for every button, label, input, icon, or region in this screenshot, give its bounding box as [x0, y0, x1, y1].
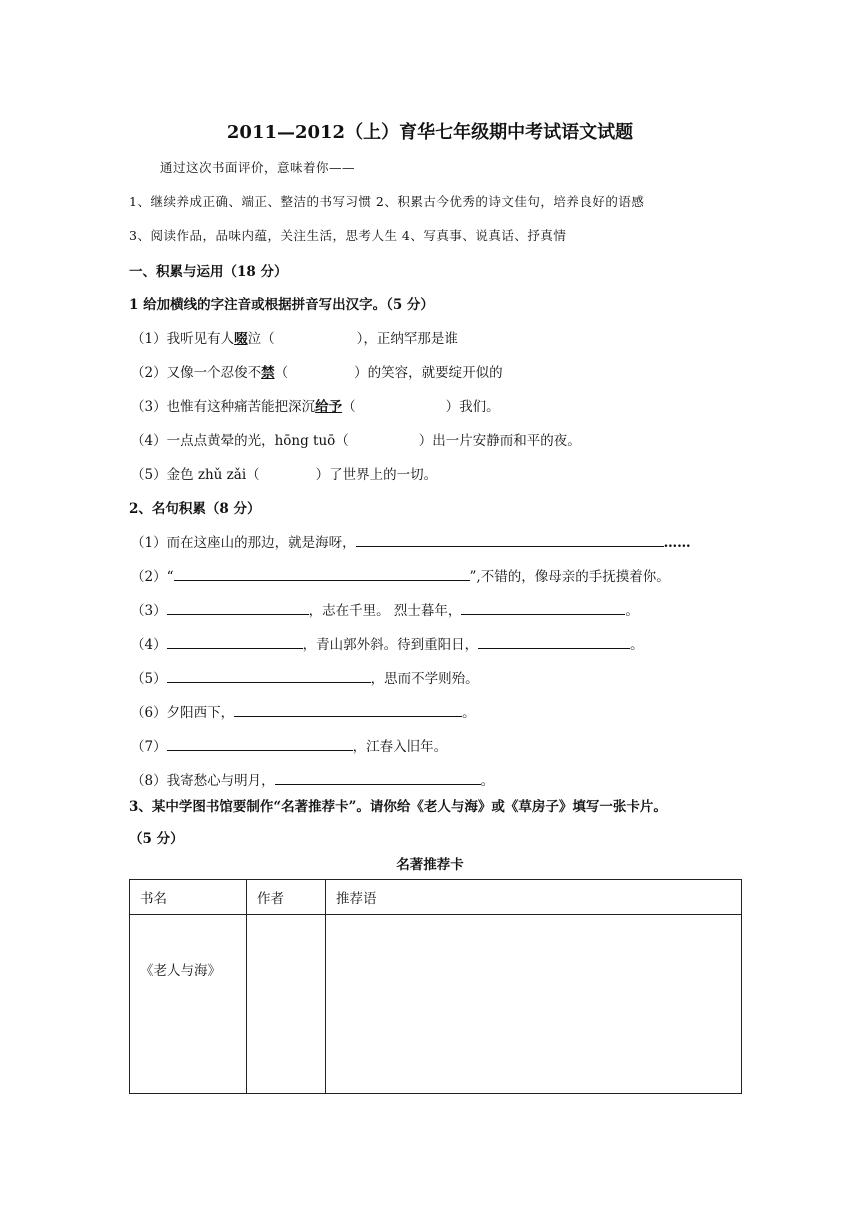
underlined-char: 啜: [234, 331, 248, 347]
answer-blank[interactable]: [234, 702, 462, 717]
table-header-row: [130, 880, 742, 915]
q1-item-3: （3）也惟有这种痛苦能把深沉给予（ ）我们。: [131, 399, 500, 415]
cell-recommendation[interactable]: [326, 915, 742, 1094]
card-title: 名著推荐卡: [396, 857, 464, 873]
q2-item-6: （6）夕阳西下， 。: [131, 701, 476, 721]
answer-blank[interactable]: [167, 634, 303, 649]
q2-item-4: （4） ，青山郭外斜。待到重阳日， 。: [131, 633, 644, 653]
answer-blank[interactable]: [167, 736, 353, 751]
q3-heading: 3、某中学图书馆要制作“名著推荐卡”。请你给《老人与海》或《草房子》填写一张卡片。: [129, 799, 667, 815]
column-header-author: 作者: [247, 880, 326, 915]
recommendation-card-table: [129, 879, 742, 1094]
intro-goals-2: 3、阅读作品，品味内蕴，关注生活，思考人生 4、写真事、说真话、抒真情: [129, 228, 567, 243]
cell-book: 《老人与海》: [130, 915, 247, 1094]
q2-heading: 2、名句积累（8 分）: [129, 501, 261, 517]
answer-blank[interactable]: [167, 600, 309, 615]
column-header-recommendation: 推荐语: [326, 880, 742, 915]
answer-blank[interactable]: [167, 668, 371, 683]
page-title: 2011—2012（上）育华七年级期中考试语文试题: [226, 122, 634, 143]
underlined-char: 禁: [261, 365, 275, 381]
answer-blank[interactable]: [275, 770, 481, 785]
intro-lead: 通过这次书面评价，意味着你——: [160, 160, 356, 175]
table-row: [130, 915, 742, 1094]
answer-blank[interactable]: [461, 600, 625, 615]
q3-heading-points: （5 分）: [129, 831, 184, 847]
q2-item-1: （1）而在这座山的那边，就是海呀， ……: [131, 531, 691, 551]
answer-blank[interactable]: [174, 566, 470, 581]
q2-item-2: （2）“ ”,不错的，像母亲的手抚摸着你。: [131, 565, 670, 585]
column-header-book: 书名: [130, 880, 247, 915]
q1-item-5: （5）金色 zhǔ zǎi（ ）了世界上的一切。: [131, 467, 438, 483]
q2-item-3: （3） ，志在千里。 烈士暮年， 。: [131, 599, 639, 619]
q2-item-5: （5） ，思而不学则殆。: [131, 667, 479, 687]
underlined-char: 给予: [315, 399, 343, 415]
q1-item-2: （2）又像一个忍俊不禁（ ）的笑容，就要绽开似的: [131, 365, 503, 381]
q1-item-1: （1）我听见有人啜泣（ ），正纳罕那是谁: [131, 331, 458, 347]
cell-author[interactable]: [247, 915, 326, 1094]
q1-heading: 1 给加横线的字注音或根据拼音写出汉字。（5 分）: [129, 297, 434, 313]
section1-heading: 一、积累与运用（18 分）: [129, 264, 288, 280]
q1-item-4: （4）一点点黄晕的光，hōng tuō（ ）出一片安静而和平的夜。: [131, 433, 581, 449]
q2-item-8: （8）我寄愁心与明月， 。: [131, 769, 494, 789]
intro-goals-1: 1、继续养成正确、端正、整洁的书写习惯 2、积累古今优秀的诗文佳句，培养良好的语感: [129, 194, 645, 209]
answer-blank[interactable]: [356, 532, 664, 547]
q2-item-7: （7） ，江春入旧年。: [131, 735, 447, 755]
answer-blank[interactable]: [478, 634, 630, 649]
